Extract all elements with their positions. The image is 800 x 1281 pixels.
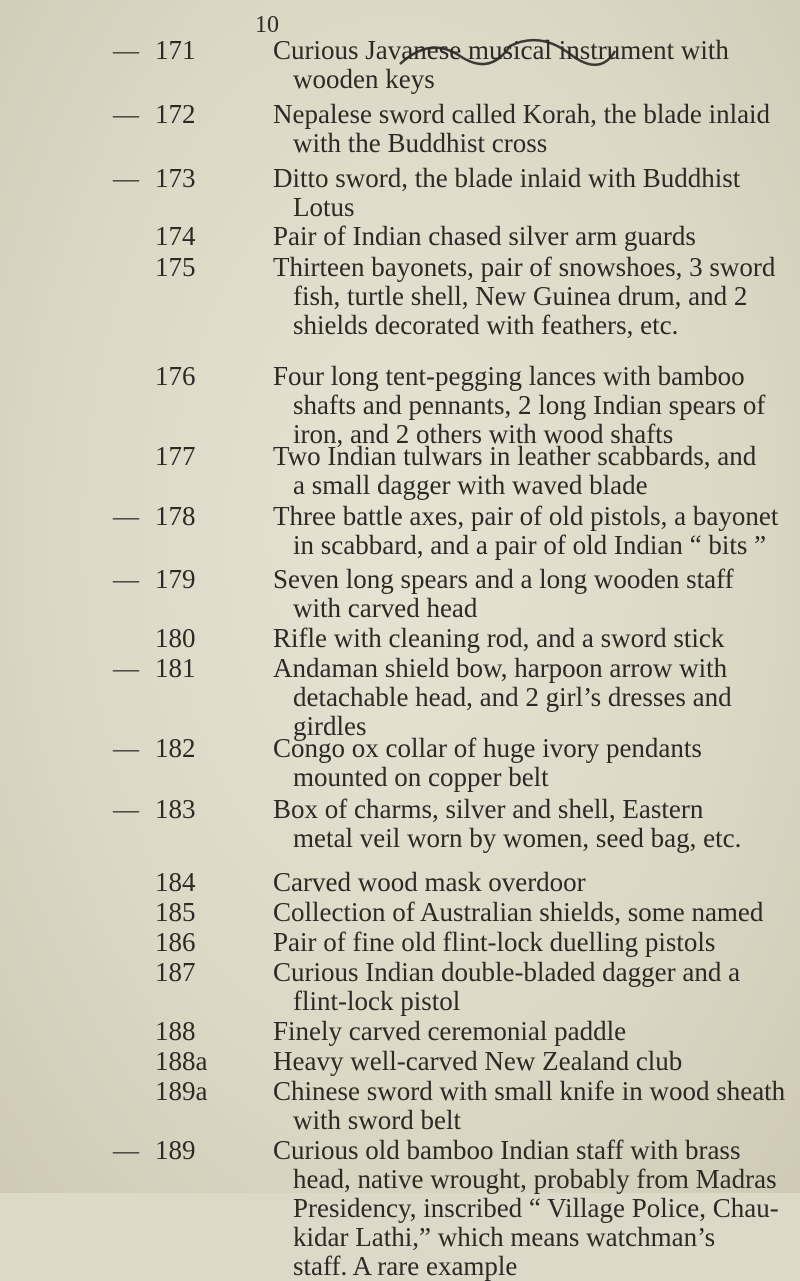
description-line: with sword belt bbox=[293, 1105, 461, 1135]
lot-description bbox=[273, 441, 757, 500]
description-line: girdles bbox=[293, 711, 367, 741]
lot-number: 185 bbox=[155, 897, 196, 927]
lot-number: 180 bbox=[155, 623, 196, 653]
description-line: Collection of Australian shields, some named bbox=[273, 897, 764, 927]
description-line: detachable head, and 2 girl’s dresses and bbox=[293, 682, 732, 712]
lot-number: 181 bbox=[155, 653, 196, 683]
description-line: shields decorated with feathers, etc. bbox=[293, 310, 679, 340]
description-line: Nepalese sword called Korah, the blade inlaid bbox=[273, 99, 771, 129]
lot-number: 178 bbox=[155, 501, 196, 531]
lot-number: 187 bbox=[155, 957, 196, 987]
description-line: Rifle with cleaning rod, and a sword stick bbox=[273, 623, 725, 653]
handwritten-tick-mark: — bbox=[113, 100, 139, 129]
description-line: in scabbard, and a pair of old Indian “ bits ” bbox=[293, 530, 767, 560]
page-number: 10 bbox=[255, 12, 279, 38]
description-line: metal veil worn by women, seed bag, etc. bbox=[293, 823, 742, 853]
description-line: a small dagger with waved blade bbox=[293, 470, 648, 500]
lot-description bbox=[273, 868, 743, 897]
description-line: Heavy well-carved New Zealand club bbox=[273, 1046, 683, 1076]
handwritten-tick-mark: — bbox=[113, 164, 139, 193]
description-line: Finely carved ceremonial paddle bbox=[273, 1016, 627, 1046]
lot-description bbox=[273, 501, 779, 560]
lot-description bbox=[273, 654, 743, 741]
lot-description bbox=[273, 958, 743, 1016]
description-line: Curious Javanese musical instrument with bbox=[273, 35, 729, 65]
lot-description bbox=[273, 897, 764, 927]
lot-number: 176 bbox=[155, 361, 196, 391]
description-line: Presidency, inscribed “ Village Police, Chau- bbox=[293, 1193, 779, 1223]
description-line: Four long tent-pegging lances with bamboo bbox=[273, 361, 745, 391]
description-line: with carved head bbox=[293, 593, 478, 623]
lot-number: 189 bbox=[155, 1135, 196, 1165]
handwritten-tick-mark: — bbox=[113, 565, 139, 594]
lot-description bbox=[273, 565, 743, 623]
lot-description bbox=[273, 99, 771, 158]
lot-description bbox=[273, 928, 743, 957]
lot-number: 175 bbox=[155, 252, 196, 282]
description-line: Pair of Indian chased silver arm guards bbox=[273, 221, 696, 251]
description-line: wooden keys bbox=[293, 64, 435, 94]
lot-description bbox=[273, 1076, 786, 1135]
handwritten-tick-mark: — bbox=[113, 1136, 139, 1165]
lot-number: 174 bbox=[155, 221, 196, 251]
description-line: Box of charms, silver and shell, Eastern bbox=[273, 794, 704, 824]
handwritten-tick-mark: — bbox=[113, 654, 139, 683]
description-line: Three battle axes, pair of old pistols, a bayonet bbox=[273, 501, 779, 531]
handwritten-tick-mark: — bbox=[113, 795, 139, 824]
description-line: Ditto sword, the blade inlaid with Buddhist bbox=[273, 163, 741, 193]
lot-number: 179 bbox=[155, 564, 196, 594]
description-line: iron, and 2 others with wood shafts bbox=[293, 419, 674, 449]
lot-number: 189a bbox=[155, 1076, 208, 1106]
description-line: Carved wood mask overdoor bbox=[273, 867, 586, 897]
description-line: Two Indian tulwars in leather scabbards, and bbox=[273, 441, 757, 471]
lot-description bbox=[273, 252, 776, 340]
lot-description bbox=[273, 795, 743, 853]
lot-number: 172 bbox=[155, 99, 196, 129]
description-line: shafts and pennants, 2 long Indian spears of bbox=[293, 390, 766, 420]
lot-number: 188 bbox=[155, 1016, 196, 1046]
lot-description bbox=[273, 222, 743, 251]
description-line: staff. A rare example bbox=[293, 1251, 518, 1281]
lot-number: 188a bbox=[155, 1046, 208, 1076]
description-line: head, native wrought, probably from Madras bbox=[293, 1164, 777, 1194]
description-line: Chinese sword with small knife in wood sheath bbox=[273, 1076, 786, 1106]
description-line: Lotus bbox=[293, 192, 355, 222]
lot-description bbox=[273, 1047, 743, 1076]
handwritten-tick-mark: — bbox=[113, 36, 139, 65]
description-line: kidar Lathi,” which means watchman’s bbox=[293, 1222, 716, 1252]
lot-description bbox=[273, 734, 743, 792]
lot-description bbox=[273, 1135, 779, 1281]
lot-number: 177 bbox=[155, 441, 196, 471]
description-line: fish, turtle shell, New Guinea drum, and 2 bbox=[293, 281, 748, 311]
description-line: Curious old bamboo Indian staff with brass bbox=[273, 1135, 741, 1165]
handwritten-tick-mark: — bbox=[113, 734, 139, 763]
description-line: Andaman shield bow, harpoon arrow with bbox=[273, 653, 728, 683]
description-line: mounted on copper belt bbox=[293, 762, 549, 792]
lot-description bbox=[273, 624, 743, 653]
description-line: Congo ox collar of huge ivory pendants bbox=[273, 733, 702, 763]
description-line: Pair of fine old flint-lock duelling pistols bbox=[273, 927, 716, 957]
description-line: with the Buddhist cross bbox=[293, 128, 548, 158]
lot-description bbox=[273, 1017, 743, 1046]
lot-number: 173 bbox=[155, 163, 196, 193]
lot-description bbox=[273, 36, 743, 94]
description-line: Thirteen bayonets, pair of snowshoes, 3 sword bbox=[273, 252, 776, 282]
lot-number: 182 bbox=[155, 733, 196, 763]
lot-number: 171 bbox=[155, 35, 196, 65]
description-line: Curious Indian double-bladed dagger and a bbox=[273, 957, 741, 987]
description-line: flint-lock pistol bbox=[293, 986, 461, 1016]
lot-description bbox=[273, 361, 766, 449]
handwritten-tick-mark: — bbox=[113, 502, 139, 531]
lot-number: 183 bbox=[155, 794, 196, 824]
lot-number: 186 bbox=[155, 927, 196, 957]
description-line: Seven long spears and a long wooden staff bbox=[273, 564, 734, 594]
lot-description bbox=[273, 164, 743, 222]
lot-number: 184 bbox=[155, 867, 196, 897]
